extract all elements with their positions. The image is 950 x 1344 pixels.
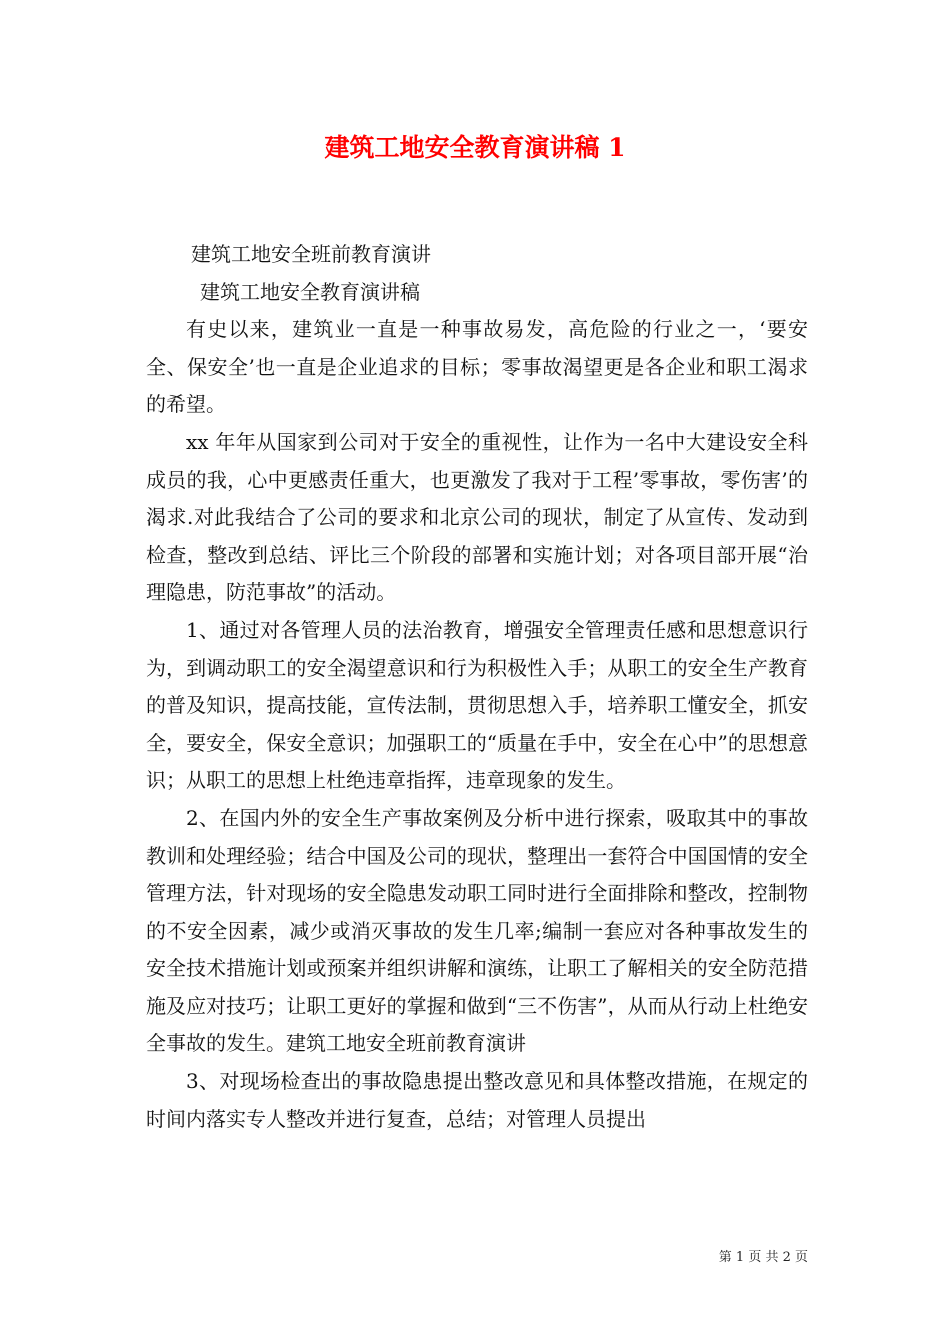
- paragraph-intro: 有史以来，建筑业一直是一种事故易发，高危险的行业之一，‘要安全、保安全’也一直是企业追求的目标；零事故渴望更是各企业和职工渴求的希望。: [146, 317, 808, 417]
- paragraph-point-2: 2、在国内外的安全生产事故案例及分析中进行探索，吸取其中的事故教训和处理经验；结合中国及公司的现状，整理出一套符合中国国情的安全管理方法，针对现场的安全隐患发动职工同时进行全面排除和整改，控制物的不安全因素，减少或消灭事故的发生几率;编制一套应对各种事故发生的安全技术措施计划或预案并组织讲解和演练，让职工了解相关的安全防范措施及应对技巧；让职工更好的掌握和做到“三不伤害”，从而从行动上杜绝安全事故的发生。建筑工地安全班前教育演讲: [146, 805, 808, 1056]
- paragraph-point-1: 1、通过对各管理人员的法治教育，增强安全管理责任感和思想意识行为，到调动职工的安全渴望意识和行为积极性入手；从职工的安全生产教育的普及知识，提高技能，宣传法制，贯彻思想入手，培养职工懂安全，抓安全，要安全，保安全意识；加强职工的“质量在手中，安全在心中”的思想意识；从职工的思想上杜绝违章指挥，违章现象的发生。: [146, 617, 808, 793]
- subtitle-line-2: 建筑工地安全教育演讲稿: [200, 279, 420, 304]
- document-title: 建筑工地安全教育演讲稿 1: [324, 133, 626, 162]
- subtitle-line-1: 建筑工地安全班前教育演讲: [191, 242, 431, 266]
- document-body: [146, 236, 808, 1138]
- paragraph-background: xx 年年从国家到公司对于安全的重视性，让作为一名中大建设安全科成员的我，心中更感责任重大，也更激发了我对于工程’零事故，零伤害’的渴求.对此我结合了公司的要求和北京公司的现状，制定了从宣传、发动到检查，整改到总结、评比三个阶段的部署和实施计划；对各项目部开展“治理隐患，防范事故”的活动。: [146, 429, 808, 605]
- page-number-footer: 第 1 页 共 2 页: [718, 1250, 808, 1265]
- paragraph-point-3: 3、对现场检查出的事故隐患提出整改意见和具体整改措施，在规定的时间内落实专人整改并进行复查，总结；对管理人员提出: [146, 1069, 808, 1131]
